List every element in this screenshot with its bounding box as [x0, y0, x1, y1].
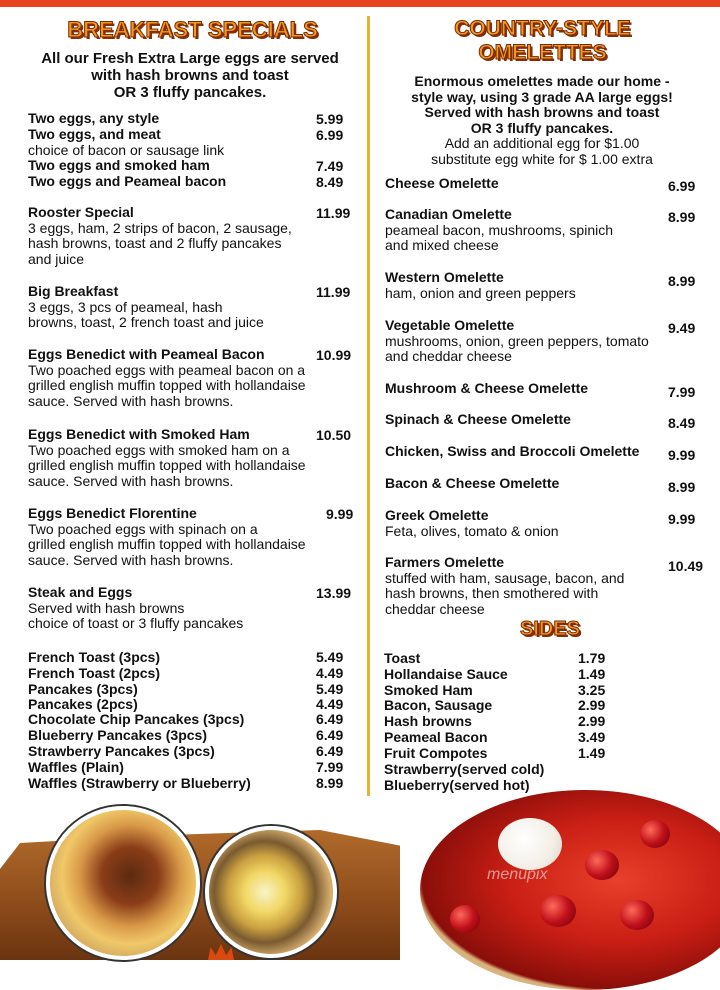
item-description: hash browns, toast and 2 fluffy pancakes — [28, 235, 282, 251]
item-description: Feta, olives, tomato & onion — [385, 522, 559, 539]
menu-item — [385, 508, 559, 539]
item-price: 8.99 — [668, 209, 696, 225]
menu-item — [385, 555, 624, 617]
side-item-name: Smoked Ham — [384, 682, 473, 698]
item-price: 7.99 — [668, 384, 696, 400]
item-name: Canadian Omelette — [385, 206, 512, 222]
item-price: 10.99 — [316, 347, 352, 363]
side-item-price: 2.99 — [578, 713, 606, 729]
item-name: Two eggs, any style — [28, 110, 160, 126]
item-description: Served with hash browns — [28, 599, 185, 616]
sides-title: SIDES — [519, 618, 581, 640]
side-item-price: 3.49 — [578, 729, 606, 745]
item-description: and juice — [28, 250, 85, 267]
item-description: browns, toast, 2 french toast and juice — [28, 314, 264, 330]
extra-item-name: Pancakes (3pcs) — [28, 681, 138, 697]
menu-item — [385, 207, 613, 254]
menu-item — [385, 270, 576, 301]
menu-item — [28, 427, 306, 489]
item-name: Greek Omelette — [385, 507, 489, 523]
side-item-name: Hollandaise Sauce — [384, 666, 508, 682]
item-description: choice of bacon or sausage link — [28, 141, 225, 158]
breakfast-specials-title: BREAKFAST SPECIALS — [67, 17, 318, 42]
breakfast-intro — [25, 50, 355, 101]
item-price: 13.99 — [316, 585, 352, 601]
item-price: 6.99 — [668, 178, 696, 194]
item-description: grilled english muffin topped with hollandaise — [28, 377, 306, 393]
item-description: ham, onion and green peppers — [385, 284, 576, 301]
extra-item-name: Blueberry Pancakes (3pcs) — [28, 727, 207, 743]
strawberry-icon — [620, 900, 654, 930]
item-description: choice of toast or 3 fluffy pancakes — [28, 615, 244, 631]
menu-item — [385, 444, 639, 460]
extra-item-price: 5.49 — [316, 649, 344, 665]
strawberry-icon — [585, 850, 619, 880]
item-price: 9.99 — [668, 447, 696, 463]
menu-item — [385, 412, 571, 428]
item-description: sauce. Served with hash browns. — [28, 472, 234, 489]
side-item-name: Toast — [384, 650, 421, 666]
strawberry-icon — [540, 895, 576, 927]
item-description: Two poached eggs with peameal bacon on a — [28, 361, 306, 378]
item-price: 10.49 — [668, 558, 704, 574]
extra-item-name: Strawberry Pancakes (3pcs) — [28, 743, 215, 759]
item-description: cheddar cheese — [385, 600, 485, 617]
item-price: 10.50 — [316, 427, 352, 443]
fruit-compote-plate-image — [420, 790, 720, 990]
omelettes-title-line: OMELETTES — [478, 41, 607, 64]
item-description: grilled english muffin topped with hollandaise — [28, 536, 306, 552]
item-description: mushrooms, onion, green peppers, tomato — [385, 332, 649, 349]
extra-item-price: 7.99 — [316, 759, 344, 775]
menu-item — [385, 381, 588, 397]
side-item-price: 3.25 — [578, 682, 606, 698]
menu-item — [28, 174, 226, 190]
omelettes-intro-line: Served with hash browns and toast — [424, 104, 660, 120]
item-price: 9.49 — [668, 320, 696, 336]
item-description: sauce. Served with hash browns. — [28, 392, 234, 409]
extra-item-name: Chocolate Chip Pancakes (3pcs) — [28, 711, 245, 727]
menu-item — [385, 176, 499, 192]
omelettes-title — [405, 17, 680, 65]
omelettes-title-line: COUNTRY-STYLE — [454, 17, 631, 40]
menu-item — [28, 284, 264, 331]
side-item-name: Strawberry(served cold) — [384, 761, 545, 777]
item-name: Two eggs and smoked ham — [28, 157, 210, 173]
extra-item-price: 8.99 — [316, 775, 344, 791]
extra-item-price: 6.49 — [316, 727, 344, 743]
eggs-benedict-photo — [205, 826, 337, 958]
extra-item-price: 6.49 — [316, 711, 344, 727]
item-description: hash browns, then smothered with — [385, 585, 599, 601]
item-name: Eggs Benedict Florentine — [28, 505, 197, 521]
menu-item — [28, 205, 292, 267]
side-item-name: Bacon, Sausage — [384, 697, 493, 713]
item-price: 6.99 — [316, 127, 344, 143]
item-description: and mixed cheese — [385, 237, 499, 253]
item-price: 8.99 — [668, 273, 696, 289]
omelettes-intro-line: OR 3 fluffy pancakes. — [470, 119, 614, 136]
omelettes-intro-note: Add an additional egg for $1.00 — [444, 135, 640, 151]
item-description: 3 eggs, ham, 2 strips of bacon, 2 sausage, — [28, 219, 292, 236]
extra-item-name: Waffles (Plain) — [28, 759, 124, 775]
extra-item-price: 4.49 — [316, 696, 344, 712]
item-description: and cheddar cheese — [385, 348, 512, 364]
omelettes-intro-line: style way, using 3 grade AA large eggs! — [411, 88, 673, 105]
item-description: stuffed with ham, sausage, bacon, and — [385, 569, 625, 586]
item-name: Chicken, Swiss and Broccoli Omelette — [385, 443, 640, 459]
menu-item — [28, 585, 243, 632]
item-name: Cheese Omelette — [385, 175, 499, 191]
item-price: 9.99 — [326, 506, 354, 522]
menu-item — [385, 318, 649, 365]
strawberry-icon — [450, 905, 480, 933]
omelettes-intro-line: Enormous omelettes made our home - — [414, 73, 670, 89]
item-price: 8.49 — [316, 174, 344, 190]
side-item-name: Blueberry(served hot) — [384, 777, 530, 793]
extra-item-price: 6.49 — [316, 743, 344, 759]
side-item-price: 1.49 — [578, 666, 606, 682]
menu-item — [28, 347, 306, 409]
whipped-cream-image — [498, 818, 562, 870]
item-name: Eggs Benedict with Peameal Bacon — [28, 346, 265, 362]
breakfast-intro-line: All our Fresh Extra Large eggs are served — [41, 50, 339, 67]
extra-item-name: Pancakes (2pcs) — [28, 696, 138, 712]
item-name: Eggs Benedict with Smoked Ham — [28, 426, 250, 442]
side-item-price: 1.49 — [578, 745, 606, 761]
item-name: Spinach & Cheese Omelette — [385, 411, 571, 427]
item-name: Western Omelette — [385, 269, 504, 285]
side-item-name: Fruit Compotes — [384, 745, 488, 761]
item-name: Two eggs and Peameal bacon — [28, 173, 227, 189]
omelettes-intro — [383, 74, 701, 167]
item-name: Two eggs, and meat — [28, 126, 161, 142]
item-price: 7.49 — [316, 158, 344, 174]
side-item-price: 1.79 — [578, 650, 606, 666]
side-item-name: Hash browns — [384, 713, 472, 729]
extra-item-name: French Toast (3pcs) — [28, 649, 160, 665]
item-price: 8.49 — [668, 415, 696, 431]
extra-item-name: Waffles (Strawberry or Blueberry) — [28, 775, 251, 791]
column-divider — [367, 16, 370, 796]
item-description: grilled english muffin topped with hollandaise — [28, 457, 306, 473]
omelettes-intro-note: substitute egg white for $ 1.00 extra — [431, 150, 653, 167]
menu-item — [28, 111, 159, 127]
item-price: 9.99 — [668, 511, 696, 527]
menu-item — [28, 127, 224, 158]
item-price: 8.99 — [668, 479, 696, 495]
menu-item — [28, 158, 210, 174]
menu-item — [28, 506, 306, 568]
extra-item-price: 5.49 — [316, 681, 344, 697]
item-price: 11.99 — [316, 205, 351, 221]
item-name: Rooster Special — [28, 204, 134, 220]
extra-item-name: French Toast (2pcs) — [28, 665, 160, 681]
item-name: Vegetable Omelette — [385, 317, 515, 333]
item-price: 5.99 — [316, 111, 344, 127]
item-name: Mushroom & Cheese Omelette — [385, 380, 589, 396]
item-description: Two poached eggs with smoked ham on a — [28, 441, 290, 458]
top-accent-bar — [0, 0, 720, 7]
breakfast-intro-line: OR 3 fluffy pancakes. — [113, 84, 267, 101]
item-description: sauce. Served with hash browns. — [28, 551, 234, 568]
extra-item-price: 4.49 — [316, 665, 344, 681]
item-price: 11.99 — [316, 284, 351, 300]
side-item-price: 2.99 — [578, 697, 606, 713]
menu-item — [385, 476, 559, 492]
item-name: Bacon & Cheese Omelette — [385, 475, 560, 491]
item-name: Big Breakfast — [28, 283, 119, 299]
item-description: peameal bacon, mushrooms, spinich — [385, 221, 614, 238]
item-name: Farmers Omelette — [385, 554, 505, 570]
bacon-hashbrown-photo — [46, 806, 200, 960]
item-name: Steak and Eggs — [28, 584, 133, 600]
strawberry-icon — [640, 820, 670, 848]
watermark: menupix — [487, 866, 548, 883]
side-item-name: Peameal Bacon — [384, 729, 488, 745]
item-description: Two poached eggs with spinach on a — [28, 520, 258, 537]
item-description: 3 eggs, 3 pcs of peameal, hash — [28, 298, 223, 315]
breakfast-intro-line: with hash browns and toast — [91, 67, 289, 84]
